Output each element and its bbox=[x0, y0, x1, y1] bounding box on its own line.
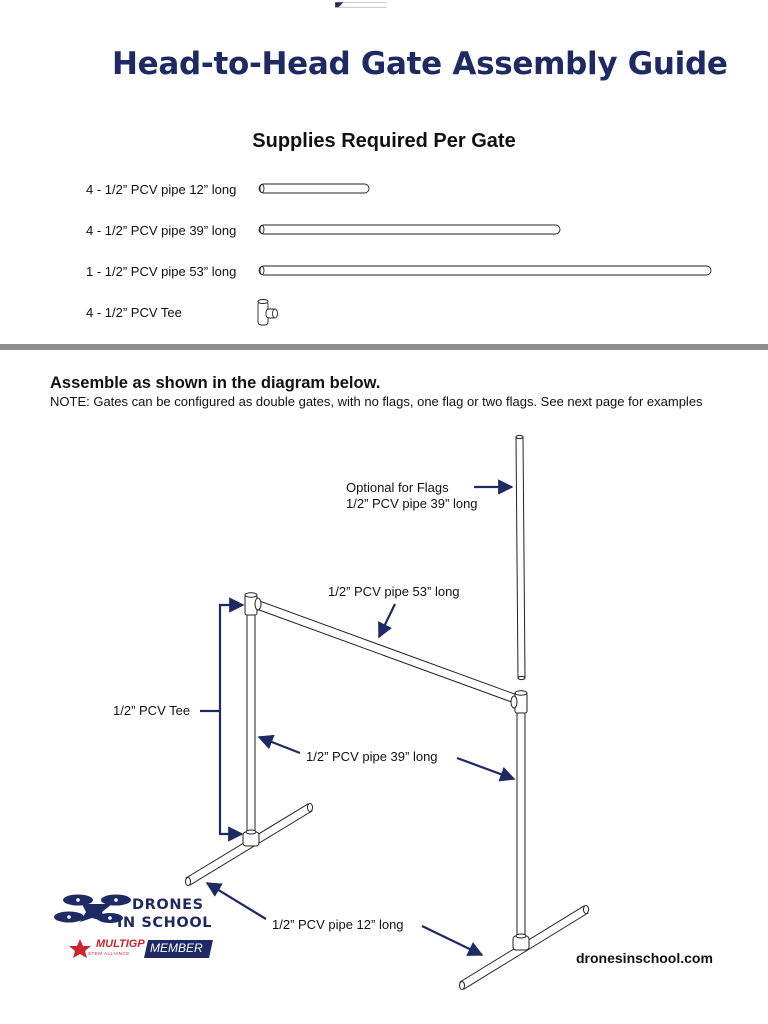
supplies-title: Supplies Required Per Gate bbox=[252, 130, 516, 152]
upright-label: 1/2” PCV pipe 39” long bbox=[306, 749, 438, 764]
assembly-note: NOTE: Gates can be configured as double gates, with no flags, one flag or two flags. See next page for examples bbox=[50, 394, 703, 409]
base-pipe-label: 1/2” PCV pipe 12” long bbox=[272, 917, 404, 932]
website-link[interactable]: dronesinschool.com bbox=[576, 950, 713, 966]
top-pipe-label: 1/2” PCV pipe 53” long bbox=[328, 584, 460, 599]
supply-item-label: 4 - 1/2” PCV Tee bbox=[86, 305, 182, 320]
logo-line2: IN SCHOOL bbox=[117, 915, 213, 931]
supply-item-label: 4 - 1/2” PCV pipe 39” long bbox=[86, 223, 237, 238]
assembly-title: Assemble as shown in the diagram below. bbox=[50, 374, 381, 392]
partner-subtitle: STEM ALLIANCE bbox=[88, 951, 130, 956]
flag-label-line1: Optional for Flags bbox=[346, 480, 449, 495]
tee-label: 1/2” PCV Tee bbox=[113, 703, 191, 718]
supply-item-label: 1 - 1/2” PCV pipe 53” long bbox=[86, 264, 237, 279]
flag-label-line2: 1/2” PCV pipe 39” long bbox=[346, 496, 478, 511]
partner-name: MULTIGP bbox=[96, 938, 145, 950]
member-badge: MEMBER bbox=[150, 941, 203, 955]
supply-item-label: 4 - 1/2” PCV pipe 12” long bbox=[86, 182, 237, 197]
page-title: Head-to-Head Gate Assembly Guide bbox=[112, 46, 728, 82]
logo-line1: DRONES bbox=[132, 897, 204, 913]
